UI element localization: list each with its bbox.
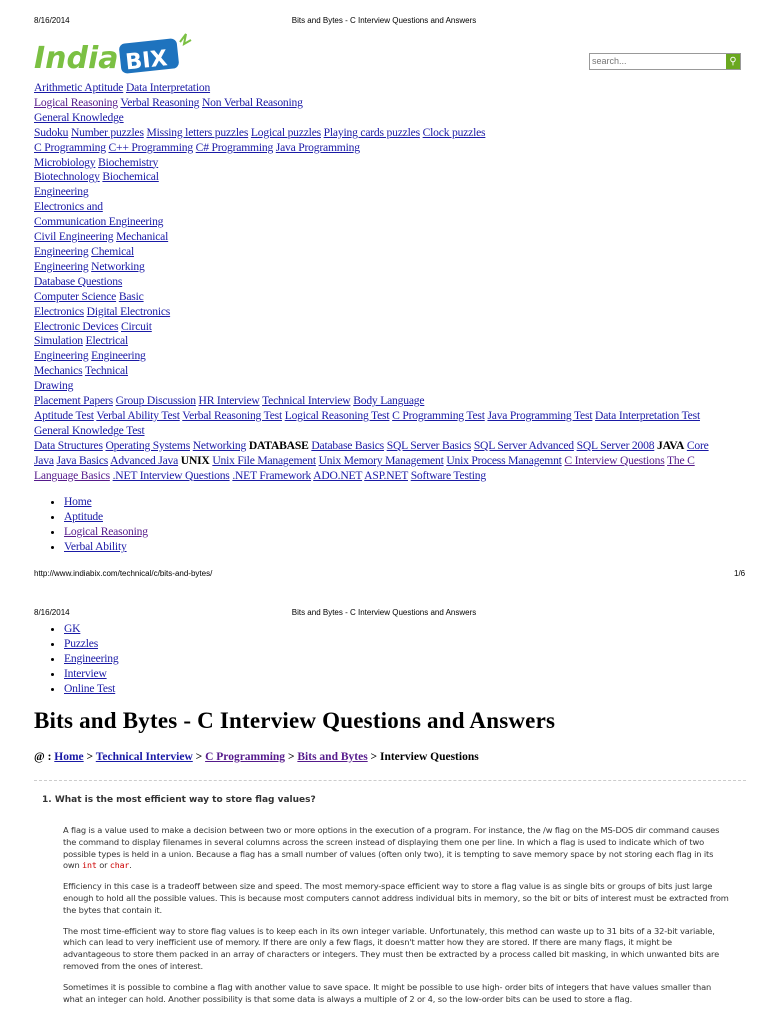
nav-link[interactable]: Aptitude Test — [34, 408, 94, 422]
logo-text-left: India — [34, 41, 119, 76]
main-menu-link[interactable]: Logical Reasoning — [64, 525, 148, 538]
nav-link[interactable]: Data Structures — [34, 438, 103, 452]
nav-line — [34, 215, 744, 230]
nav-line — [34, 260, 744, 275]
nav-link[interactable]: Electronic Devices — [34, 319, 119, 333]
breadcrumb-link[interactable]: C Programming — [205, 751, 286, 763]
nav-link[interactable]: Playing cards puzzles — [323, 125, 420, 139]
breadcrumb-link[interactable]: Bits and Bytes — [297, 751, 368, 763]
nav-link[interactable]: Biotechnology — [34, 170, 100, 184]
nav-link[interactable]: Technical Interview — [262, 394, 351, 408]
nav-link[interactable]: Java Programming Test — [487, 408, 593, 422]
search-box — [589, 53, 741, 70]
paragraph-text: . — [129, 860, 132, 871]
nav-link[interactable]: Unix File Management — [212, 453, 316, 467]
nav-link[interactable]: Biochemistry — [98, 155, 159, 169]
answer-paragraph: Efficiency in this case is a tradeoff between size and speed. The most memory-space efficient way to store a flag value is as single bits or groups of bits just large enough to hold all the possible values. This is because most computers cannot address individual bits in memory, so the bit or bits of interest must be extracted from the bytes that contain it. — [63, 881, 729, 915]
nav-link[interactable]: Engineering — [34, 349, 89, 363]
nav-link[interactable]: SQL Server 2008 — [576, 438, 655, 452]
breadcrumb-current: Interview Questions — [379, 751, 479, 763]
nav-line — [34, 200, 744, 215]
secondary-menu-link[interactable]: Puzzles — [64, 637, 99, 650]
nav-link[interactable]: Body Language — [353, 394, 425, 408]
nav-link[interactable]: Unix Memory Management — [318, 453, 444, 467]
nav-link[interactable]: Electronics — [34, 304, 84, 318]
nav-link[interactable]: Engineering — [34, 259, 89, 273]
code-char: char — [109, 860, 130, 871]
nav-link[interactable]: Verbal Ability Test — [96, 408, 180, 422]
nav-link[interactable]: ADO.NET — [313, 468, 363, 482]
main-menu-link[interactable]: Verbal Ability — [64, 540, 127, 553]
nav-link[interactable]: Mechanical — [116, 230, 169, 244]
nav-section-label: DATABASE — [248, 438, 309, 452]
answer-body — [63, 825, 731, 1014]
search-icon[interactable]: ⚲ — [726, 54, 740, 69]
nav-link[interactable]: SQL Server Advanced — [473, 438, 574, 452]
nav-line — [34, 141, 744, 156]
main-menu — [34, 494, 148, 554]
nav-link[interactable]: Data Interpretation — [125, 81, 211, 94]
nav-line — [34, 469, 744, 484]
nav-link[interactable]: Basic — [118, 289, 144, 303]
nav-link[interactable]: Computer Science — [34, 289, 117, 303]
nav-link[interactable]: Networking — [192, 438, 247, 452]
nav-link[interactable]: Civil Engineering — [34, 230, 114, 244]
nav-link[interactable]: Circuit — [120, 319, 152, 333]
nav-link[interactable]: Clock puzzles — [422, 125, 486, 139]
nav-link[interactable]: C# Programming — [195, 140, 274, 154]
breadcrumb: @ : Home > Technical Interview > C Programming > Bits and Bytes > Interview Questions — [34, 751, 479, 763]
nav-link[interactable]: Mechanics — [34, 364, 83, 378]
nav-line — [34, 334, 744, 349]
nav-link[interactable]: ASP.NET — [364, 468, 408, 482]
secondary-menu-item — [64, 666, 118, 681]
nav-link[interactable]: Operating Systems — [105, 438, 191, 452]
nav-link[interactable]: Unix Process Managemnt — [446, 453, 562, 467]
nav-line — [34, 185, 744, 200]
nav-line — [34, 305, 744, 320]
nav-link[interactable]: Communication Engineering — [34, 215, 164, 229]
main-menu-item — [64, 494, 148, 509]
nav-link[interactable]: Advanced Java — [110, 453, 179, 467]
nav-link[interactable]: Data Interpretation Test — [595, 408, 700, 422]
nav-link[interactable]: Logical Reasoning Test — [284, 408, 390, 422]
nav-link[interactable]: Core — [686, 438, 709, 452]
nav-link[interactable]: Technical — [84, 364, 129, 378]
print-date: 8/16/2014 — [34, 16, 70, 25]
nav-link[interactable]: C Programming — [34, 140, 106, 154]
nav-link[interactable]: Non Verbal Reasoning — [201, 95, 303, 109]
nav-link[interactable]: .NET Framework — [232, 468, 312, 482]
main-menu-item — [64, 524, 148, 539]
indiabix-logo[interactable] — [34, 32, 194, 80]
nav-link[interactable]: Simulation — [34, 334, 83, 348]
secondary-menu-link[interactable]: Interview — [64, 667, 107, 680]
nav-link[interactable]: C Programming Test — [392, 408, 485, 422]
question-heading: 1. What is the most efficient way to store flag values? — [42, 795, 316, 805]
main-menu-link[interactable]: Aptitude — [64, 510, 103, 523]
page-title: Bits and Bytes - C Interview Questions and Answers — [34, 708, 556, 733]
nav-line — [34, 320, 744, 335]
nav-link[interactable]: Missing letters puzzles — [146, 125, 249, 139]
main-menu-item — [64, 539, 148, 554]
answer-paragraph: The most time-efficient way to store flag values is to keep each in its own integer variable. Unfortunately, this method can waste up to 31 bits of a 32-bit variable, which can lead to very inefficient use of memory. If there are only a few flags, it doesn't matter how they are stored. If there are many flags, it might be advantageous to store them packed in an array of characters or integers. They must then be extracted by a process called bit masking, in which unwanted bits are removed from the ones of interest. — [63, 925, 720, 971]
answer-paragraph: Sometimes it is possible to combine a flag with another value to save space. It might be possible to use high- order bits of integers that have values smaller than what an integer can hold. Another possibility is that some data is always a multiple of 2 or 4, so the low-order bits can be used to store a flag. — [63, 981, 712, 1004]
nav-line — [34, 394, 744, 409]
nav-line — [34, 454, 744, 469]
paragraph-text: or — [96, 860, 110, 871]
nav-link[interactable]: General Knowledge Test — [34, 423, 145, 437]
nav-link[interactable]: Biochemical — [102, 170, 159, 184]
nav-line — [34, 126, 744, 141]
nav-link[interactable]: Placement Papers — [34, 394, 113, 408]
secondary-menu-link[interactable]: Engineering — [64, 652, 119, 665]
nav-link[interactable]: Electronics and — [34, 200, 103, 214]
answer-paragraph — [63, 825, 731, 872]
nav-line — [34, 290, 744, 305]
nav-link[interactable]: Database Questions — [34, 274, 123, 288]
nav-line — [34, 349, 744, 364]
nav-section-label: JAVA — [657, 438, 685, 452]
nav-section-label: UNIX — [180, 453, 210, 467]
print-date: 8/16/2014 — [34, 608, 70, 617]
breadcrumb-link[interactable]: Home — [54, 751, 84, 763]
nav-link[interactable]: Drawing — [34, 379, 74, 393]
nav-link[interactable]: Database Basics — [311, 438, 384, 452]
breadcrumb-prefix: @ : — [34, 751, 52, 763]
breadcrumb-link[interactable]: Technical Interview — [95, 751, 193, 763]
nav-link[interactable]: Verbal Reasoning — [120, 95, 200, 109]
nav-link[interactable]: Digital Electronics — [86, 304, 171, 318]
print-title: Bits and Bytes - C Interview Questions and Answers — [291, 16, 477, 25]
secondary-menu-item — [64, 636, 118, 651]
nav-link[interactable]: Engineering — [34, 185, 89, 199]
nav-link[interactable]: General Knowledge — [34, 110, 124, 124]
logo-graphic — [34, 32, 194, 80]
nav-line — [34, 111, 744, 126]
main-menu-item — [64, 509, 148, 524]
nav-line — [34, 96, 744, 111]
nav-link[interactable]: Verbal Reasoning Test — [182, 408, 282, 422]
secondary-menu-link[interactable]: GK — [64, 622, 81, 635]
secondary-menu — [34, 621, 118, 696]
secondary-menu-item — [64, 651, 118, 666]
nav-link[interactable]: The C — [667, 453, 695, 467]
nav-link[interactable]: Java — [34, 453, 54, 467]
nav-link[interactable]: Chemical — [91, 244, 134, 258]
nav-link[interactable]: SQL Server Basics — [386, 438, 472, 452]
nav-line — [34, 409, 744, 424]
nav-link[interactable]: HR Interview — [198, 394, 260, 408]
nav-line — [34, 245, 744, 260]
category-nav — [34, 81, 744, 483]
secondary-menu-item — [64, 681, 118, 696]
print-page-number: 1/6 — [734, 569, 746, 578]
nav-line — [34, 424, 744, 439]
nav-line — [34, 439, 744, 454]
nav-link[interactable]: C++ Programming — [108, 140, 193, 154]
code-int: int — [82, 860, 97, 871]
nav-link[interactable]: Java Programming — [275, 140, 360, 154]
nav-line — [34, 81, 744, 96]
nav-link[interactable]: Software Testing — [410, 468, 486, 482]
nav-link[interactable]: Engineering — [34, 244, 89, 258]
nav-link[interactable]: Language Basics — [34, 468, 110, 482]
nav-link[interactable]: Arithmetic Aptitude — [34, 81, 124, 94]
divider — [34, 780, 746, 781]
print-url: http://www.indiabix.com/technical/c/bits-and-bytes/ — [34, 569, 213, 578]
nav-line — [34, 156, 744, 171]
secondary-menu-item — [64, 621, 118, 636]
nav-link[interactable]: Sudoku — [34, 125, 69, 139]
logo-text-right: BIX — [124, 46, 169, 76]
nav-link[interactable]: Electrical — [85, 334, 129, 348]
nav-line — [34, 364, 744, 379]
nav-link[interactable]: Group Discussion — [115, 394, 196, 408]
nav-link[interactable]: Java Basics — [56, 453, 109, 467]
nav-link[interactable]: Microbiology — [34, 155, 96, 169]
nav-line — [34, 170, 744, 185]
print-title: Bits and Bytes - C Interview Questions and Answers — [291, 608, 477, 617]
nav-line — [34, 275, 744, 290]
nav-link[interactable]: .NET Interview Questions — [112, 468, 230, 482]
main-menu-link[interactable]: Home — [64, 495, 92, 508]
nav-link[interactable]: Engineering — [91, 349, 146, 363]
nav-link[interactable]: Number puzzles — [70, 125, 144, 139]
nav-line — [34, 230, 744, 245]
secondary-menu-link[interactable]: Online Test — [64, 682, 116, 695]
paragraph-text: A flag is a value used to make a decision between two or more options in the execution of a program. For instance, the /w flag on the MS-DOS dir command causes the command to display filenames in several columns across the screen instead of displaying them one per line. In which a flag is used to indicate which of two possible types is held in a union. Because a flag has a small number of values (often only two), it is tempting to save memory space by not storing each flag in its own — [63, 825, 720, 871]
nav-link[interactable]: Logical Reasoning — [34, 95, 118, 109]
nav-link[interactable]: C Interview Questions — [564, 453, 665, 467]
search-input[interactable] — [592, 55, 722, 67]
nav-link[interactable]: Networking — [91, 259, 145, 273]
nav-line — [34, 379, 744, 394]
nav-link[interactable]: Logical puzzles — [250, 125, 321, 139]
